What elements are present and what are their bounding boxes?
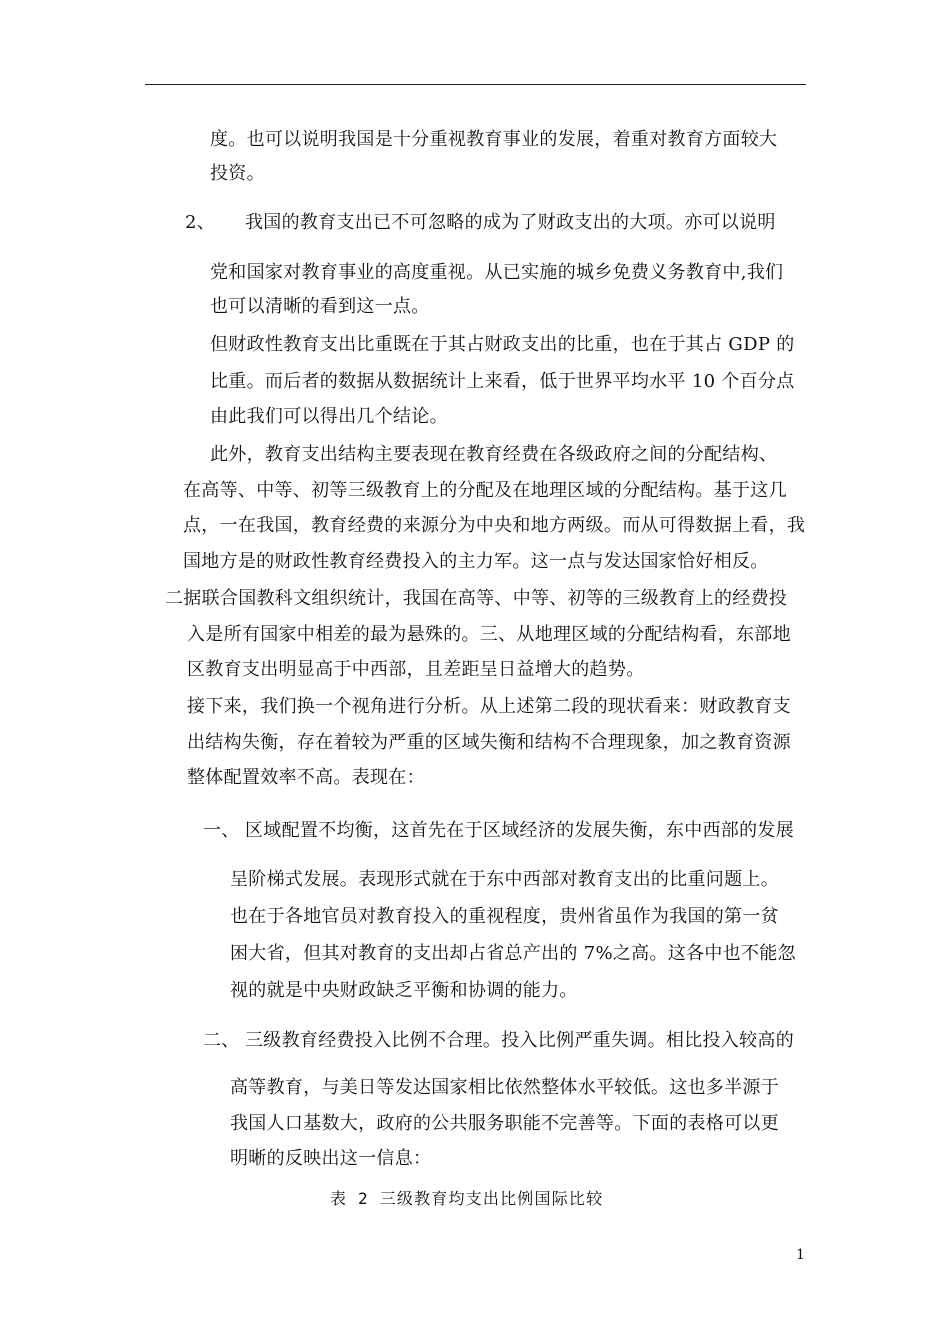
text-line: 比重。而后者的数据从数据统计上来看，低于世界平均水平 10 个百分点 <box>210 371 795 392</box>
text-line: 由此我们可以得出几个结论。 <box>210 406 448 427</box>
text-line: 视的就是中央财政缺乏平衡和协调的能力。 <box>230 980 578 1001</box>
text-line: 入是所有国家中相差的最为悬殊的。三、从地理区域的分配结构看，东部地 <box>187 624 791 645</box>
text-line: 也在于各地官员对教育投入的重视程度，贵州省虽作为我国的第一贫 <box>230 906 779 927</box>
text-line: 党和国家对教育事业的高度重视。从已实施的城乡免费义务教育中,我们 <box>210 262 784 283</box>
text-line: 困大省，但其对教育的支出却占省总产出的 7%之高。这各中也不能忽 <box>230 943 796 964</box>
text-line: 度。也可以说明我国是十分重视教育事业的发展，着重对教育方面较大 <box>210 129 778 150</box>
text-line: 在高等、中等、初等三级教育上的分配及在地理区域的分配结构。基于这几 <box>183 480 787 501</box>
text-line: 二据联合国教科文组织统计，我国在高等、中等、初等的三级教育上的经费投 <box>165 588 788 609</box>
text-line: 呈阶梯式发展。表现形式就在于东中西部对教育支出的比重问题上。 <box>230 869 779 890</box>
text-line: 也可以清晰的看到这一点。 <box>210 296 430 317</box>
table-caption: 表 2 三级教育均支出比例国际比较 <box>330 1189 604 1208</box>
text-line: 国地方是的财政性教育经费投入的主力军。这一点与发达国家恰好相反。 <box>183 551 769 572</box>
text-line: 接下来，我们换一个视角进行分析。从上述第二段的现状看来：财政教育支 <box>187 696 791 717</box>
text-line: 出结构失衡，存在着较为严重的区域失衡和结构不合理现象，加之教育资源 <box>187 732 791 753</box>
text-line: 整体配置效率不高。表现在： <box>187 767 425 788</box>
header-rule <box>145 84 806 85</box>
text-line: 区域配置不均衡，这首先在于区域经济的发展失衡，东中西部的发展 <box>245 820 794 841</box>
text-line: 点，一在我国，教育经费的来源分为中央和地方两级。而从可得数据上看，我 <box>183 515 806 536</box>
text-line: 高等教育，与美日等发达国家相比依然整体水平较低。这也多半源于 <box>230 1077 779 1098</box>
text-line: 但财政性教育支出比重既在于其占财政支出的比重，也在于其占 GDP 的 <box>210 334 795 355</box>
page-number: 1 <box>796 1247 805 1263</box>
list-number: 2、 <box>185 212 216 233</box>
text-line: 我国的教育支出已不可忽略的成为了财政支出的大项。亦可以说明 <box>245 212 776 233</box>
list-number: 一、 <box>203 820 240 841</box>
text-line: 我国人口基数大，政府的公共服务职能不完善等。下面的表格可以更 <box>230 1113 779 1134</box>
text-line: 投资。 <box>210 163 265 184</box>
text-line: 此外，教育支出结构主要表现在教育经费在各级政府之间的分配结构、 <box>210 444 778 465</box>
text-line: 明晰的反映出这一信息： <box>230 1148 432 1169</box>
list-number: 二、 <box>203 1030 240 1051</box>
text-line: 三级教育经费投入比例不合理。投入比例严重失调。相比投入较高的 <box>245 1030 794 1051</box>
text-line: 区教育支出明显高于中西部，且差距呈日益增大的趋势。 <box>187 659 645 680</box>
